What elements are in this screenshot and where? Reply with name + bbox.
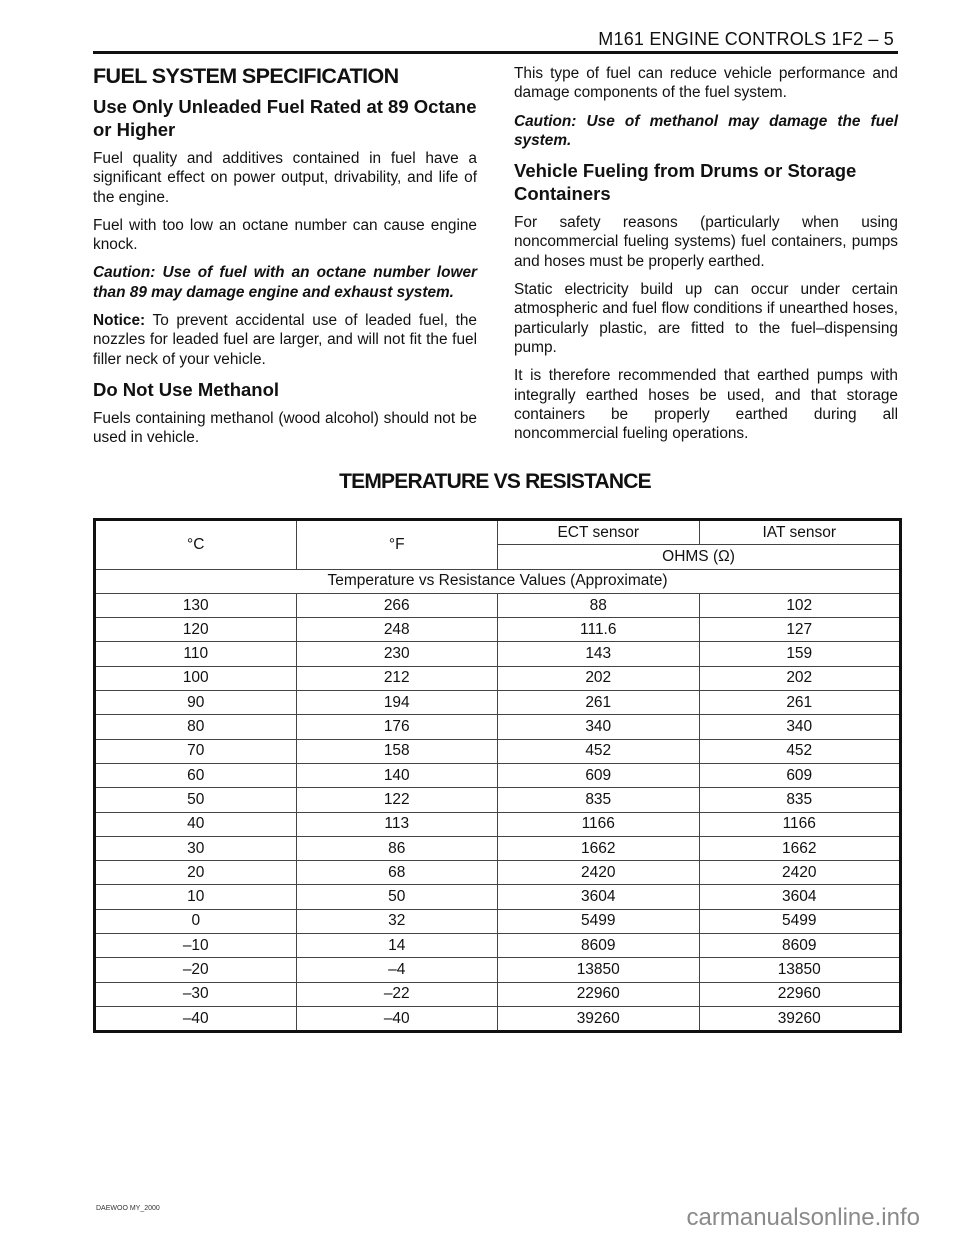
cell-celsius: 80 (95, 715, 297, 739)
cell-iat-ohms: 1662 (699, 836, 901, 860)
cell-iat-ohms: 39260 (699, 1006, 901, 1031)
cell-iat-ohms: 2420 (699, 861, 901, 885)
cell-fahrenheit: 14 (296, 934, 498, 958)
cell-iat-ohms: 22960 (699, 982, 901, 1006)
cell-celsius: 90 (95, 691, 297, 715)
table-row (95, 909, 901, 933)
subheading-unleaded-fuel: Use Only Unleaded Fuel Rated at 89 Octane or Higher (93, 96, 477, 140)
cell-fahrenheit: 122 (296, 788, 498, 812)
cell-fahrenheit: 68 (296, 861, 498, 885)
cell-fahrenheit: 50 (296, 885, 498, 909)
cell-ect-ohms: 835 (498, 788, 700, 812)
cell-celsius: 130 (95, 593, 297, 617)
cell-celsius: 50 (95, 788, 297, 812)
cell-iat-ohms: 3604 (699, 885, 901, 909)
caution-octane: Caution: Use of fuel with an octane number lower than 89 may damage engine and exhaust system. (93, 264, 477, 301)
cell-fahrenheit: 86 (296, 836, 498, 860)
cell-ect-ohms: 22960 (498, 982, 700, 1006)
section-title: FUEL SYSTEM SPECIFICATION (93, 64, 399, 88)
cell-fahrenheit: 230 (296, 642, 498, 666)
cell-ect-ohms: 3604 (498, 885, 700, 909)
cell-ect-ohms: 88 (498, 593, 700, 617)
table-header-row (95, 520, 901, 545)
table-row (95, 739, 901, 763)
cell-ect-ohms: 8609 (498, 934, 700, 958)
cell-fahrenheit: 194 (296, 691, 498, 715)
table-row (95, 715, 901, 739)
cell-celsius: 110 (95, 642, 297, 666)
cell-fahrenheit: –22 (296, 982, 498, 1006)
notice-leaded-fuel (93, 311, 477, 369)
table-row (95, 982, 901, 1006)
table-row (95, 593, 901, 617)
notice-text: To prevent accidental use of leaded fuel, the nozzles for leaded fuel are larger, and will not fit the fuel filler neck of your vehicle. (93, 312, 477, 368)
cell-fahrenheit: 212 (296, 666, 498, 690)
cell-celsius: 40 (95, 812, 297, 836)
caution-methanol: Caution: Use of methanol may damage the fuel system. (514, 112, 898, 149)
cell-iat-ohms: 5499 (699, 909, 901, 933)
table-caption: Temperature vs Resistance Values (Approximate) (95, 569, 901, 593)
header-rule-divider (93, 51, 898, 54)
cell-celsius: –20 (95, 958, 297, 982)
cell-fahrenheit: 248 (296, 618, 498, 642)
paragraph-recommendation: It is therefore recommended that earthed pumps with integrally earthed hoses be used, and that storage containers be properly earthed during all noncommercial fueling operations. (514, 367, 898, 443)
cell-iat-ohms: 159 (699, 642, 901, 666)
notice-label: Notice: (93, 312, 146, 330)
table-row (95, 1006, 901, 1031)
cell-ect-ohms: 202 (498, 666, 700, 690)
cell-ect-ohms: 1166 (498, 812, 700, 836)
watermark-link[interactable]: carmanualsonline.info (686, 1204, 920, 1231)
cell-iat-ohms: 609 (699, 763, 901, 787)
cell-ect-ohms: 340 (498, 715, 700, 739)
subheading-drum-fueling: Vehicle Fueling from Drums or Storage Containers (514, 160, 857, 205)
cell-fahrenheit: 176 (296, 715, 498, 739)
cell-fahrenheit: 32 (296, 909, 498, 933)
footer-model-year: DAEWOO MY_2000 (96, 1205, 160, 1212)
paragraph-fuel-quality: Fuel quality and additives contained in fuel have a significant effect on power output, drivability, and life of the engine. (93, 150, 477, 206)
cell-ect-ohms: 609 (498, 763, 700, 787)
table-row (95, 934, 901, 958)
table-row (95, 958, 901, 982)
cell-iat-ohms: 261 (699, 691, 901, 715)
table-row (95, 691, 901, 715)
cell-iat-ohms: 127 (699, 618, 901, 642)
paragraph-octane-knock: Fuel with too low an octane number can cause engine knock. (93, 216, 477, 254)
cell-ect-ohms: 143 (498, 642, 700, 666)
cell-celsius: 10 (95, 885, 297, 909)
cell-celsius: –40 (95, 1006, 297, 1031)
cell-celsius: –10 (95, 934, 297, 958)
cell-fahrenheit: –40 (296, 1006, 498, 1031)
table-row (95, 812, 901, 836)
cell-ect-ohms: 13850 (498, 958, 700, 982)
cell-fahrenheit: 140 (296, 763, 498, 787)
cell-fahrenheit: –4 (296, 958, 498, 982)
cell-ect-ohms: 1662 (498, 836, 700, 860)
table-title: TEMPERATURE VS RESISTANCE (339, 470, 651, 493)
table-row (95, 885, 901, 909)
right-column (514, 64, 898, 452)
cell-ect-ohms: 261 (498, 691, 700, 715)
table-row (95, 666, 901, 690)
cell-iat-ohms: 8609 (699, 934, 901, 958)
left-column (93, 64, 477, 457)
header-fahrenheit: °F (296, 520, 498, 570)
cell-iat-ohms: 340 (699, 715, 901, 739)
subheading-methanol: Do Not Use Methanol (93, 378, 280, 400)
header-iat-sensor: IAT sensor (699, 520, 901, 545)
cell-fahrenheit: 113 (296, 812, 498, 836)
cell-celsius: –30 (95, 982, 297, 1006)
cell-celsius: 120 (95, 618, 297, 642)
cell-celsius: 100 (95, 666, 297, 690)
paragraph-static-electricity: Static electricity build up can occur under certain atmospheric and fuel flow conditions if unearthed hoses, particularly plastic, are fitted to the fuel–dispensing pump. (514, 281, 898, 356)
cell-fahrenheit: 266 (296, 593, 498, 617)
cell-celsius: 30 (95, 836, 297, 860)
table-row (95, 788, 901, 812)
cell-iat-ohms: 202 (699, 666, 901, 690)
cell-iat-ohms: 835 (699, 788, 901, 812)
cell-ect-ohms: 39260 (498, 1006, 700, 1031)
header-ohms: OHMS (Ω) (498, 545, 901, 569)
cell-iat-ohms: 102 (699, 593, 901, 617)
cell-celsius: 60 (95, 763, 297, 787)
paragraph-methanol: Fuels containing methanol (wood alcohol) should not be used in vehicle. (93, 409, 477, 447)
cell-iat-ohms: 1166 (699, 812, 901, 836)
cell-celsius: 20 (95, 861, 297, 885)
temperature-resistance-table (93, 518, 902, 1033)
cell-iat-ohms: 13850 (699, 958, 901, 982)
table-row (95, 836, 901, 860)
table-row (95, 861, 901, 885)
cell-ect-ohms: 2420 (498, 861, 700, 885)
cell-celsius: 70 (95, 739, 297, 763)
header-ect-sensor: ECT sensor (498, 520, 700, 545)
cell-ect-ohms: 452 (498, 739, 700, 763)
table-row (95, 618, 901, 642)
paragraph-fuel-performance: This type of fuel can reduce vehicle performance and damage components of the fuel system. (514, 65, 898, 102)
cell-ect-ohms: 111.6 (498, 618, 700, 642)
table-row (95, 763, 901, 787)
table-caption-row (95, 569, 901, 593)
header-celsius: °C (95, 520, 297, 570)
cell-iat-ohms: 452 (699, 739, 901, 763)
cell-celsius: 0 (95, 909, 297, 933)
cell-ect-ohms: 5499 (498, 909, 700, 933)
table-row (95, 642, 901, 666)
paragraph-safety-earthing: For safety reasons (particularly when using noncommercial fueling systems) fuel containers, pumps and hoses must be properly earthed. (514, 214, 898, 270)
page-header-title: M161 ENGINE CONTROLS 1F2 – 5 (598, 29, 894, 49)
cell-fahrenheit: 158 (296, 739, 498, 763)
